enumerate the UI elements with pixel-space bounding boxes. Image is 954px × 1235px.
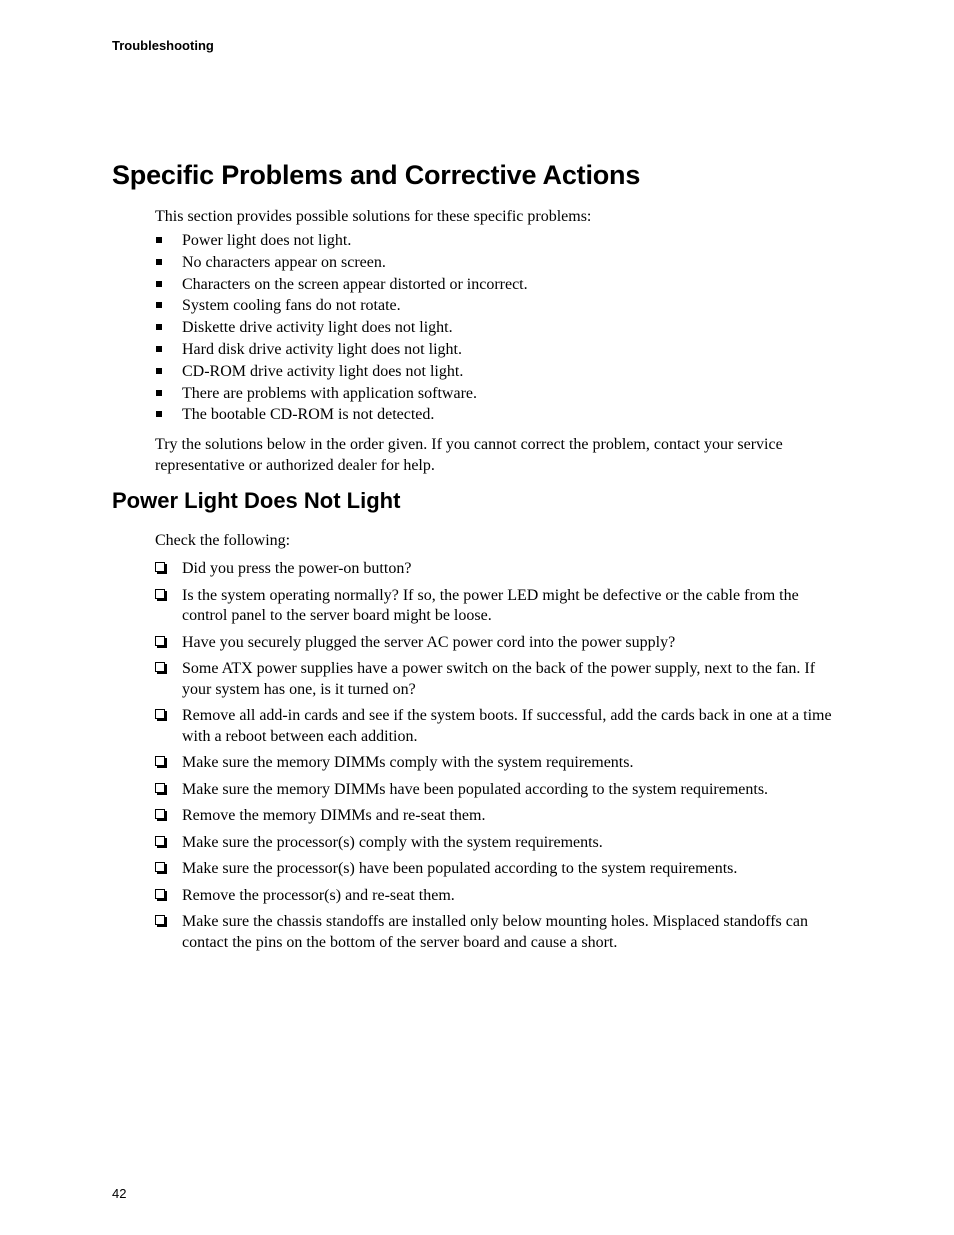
checkbox-bullet-icon — [155, 756, 165, 766]
checklist-item — [155, 859, 845, 880]
checkbox-bullet-icon — [155, 709, 165, 719]
checkbox-bullet-icon — [155, 915, 165, 925]
list-item — [155, 231, 528, 253]
list-item-text: Hard disk drive activity light does not light. — [182, 340, 462, 358]
checklist-item — [155, 706, 845, 747]
checklist-item-text: Make sure the processor(s) comply with the system requirements. — [182, 833, 603, 851]
list-item-text: Diskette drive activity light does not light. — [182, 319, 453, 337]
square-bullet-icon — [156, 346, 162, 352]
checkbox-bullet-icon — [155, 889, 165, 899]
square-bullet-icon — [156, 237, 162, 243]
list-item-text: No characters appear on screen. — [182, 253, 386, 271]
checkbox-bullet-icon — [155, 836, 165, 846]
checklist-item-text: Have you securely plugged the server AC power cord into the power supply? — [182, 633, 676, 651]
checklist-item — [155, 633, 845, 654]
list-item-text: System cooling fans do not rotate. — [182, 297, 401, 315]
checklist-item-text: Make sure the chassis standoffs are installed only below mounting holes. Misplaced standoffs can contact the pins on the bottom of the server board and cause a short. — [182, 913, 808, 951]
square-bullet-icon — [156, 281, 162, 287]
checklist-item — [155, 806, 845, 827]
list-item — [155, 384, 528, 406]
checkbox-bullet-icon — [155, 562, 165, 572]
checkbox-bullet-icon — [155, 862, 165, 872]
checklist-item — [155, 833, 845, 854]
subsection-intro: Check the following: — [155, 532, 291, 549]
list-item — [155, 296, 528, 318]
list-item-text: CD-ROM drive activity light does not light. — [182, 362, 464, 380]
list-item — [155, 405, 528, 427]
list-item — [155, 275, 528, 297]
checkbox-bullet-icon — [155, 809, 165, 819]
square-bullet-icon — [156, 368, 162, 374]
checkbox-bullet-icon — [155, 662, 165, 672]
square-bullet-icon — [156, 302, 162, 308]
checklist-item — [155, 912, 845, 953]
subsection-title: Power Light Does Not Light — [112, 488, 401, 513]
checklist-item — [155, 886, 845, 907]
checklist-item — [155, 753, 845, 774]
list-item-text: There are problems with application software. — [182, 384, 477, 402]
list-item-text: Power light does not light. — [182, 232, 352, 249]
list-item-text: The bootable CD-ROM is not detected. — [182, 406, 435, 424]
checklist-item — [155, 659, 845, 700]
running-header: Troubleshooting — [112, 38, 214, 53]
square-bullet-icon — [156, 259, 162, 265]
checklist-item-text: Make sure the memory DIMMs have been populated according to the system requirements. — [182, 780, 769, 798]
section-intro: This section provides possible solutions for these specific problems: — [155, 208, 592, 225]
page-number: 42 — [112, 1186, 127, 1201]
checkbox-bullet-icon — [155, 589, 165, 599]
checklist-item-text: Is the system operating normally? If so, the power LED might be defective or the cable from the control panel to the server board might be loose. — [182, 586, 799, 624]
checklist-item — [155, 586, 845, 627]
checkbox-bullet-icon — [155, 636, 165, 646]
square-bullet-icon — [156, 324, 162, 330]
section-followup: Try the solutions below in the order given. If you cannot correct the problem, contact your service representative or authorized dealer for help. — [155, 436, 783, 474]
checklist-item-text: Make sure the processor(s) have been populated according to the system requirements. — [182, 860, 738, 877]
checkbox-bullet-icon — [155, 783, 165, 793]
checklist-item-text: Some ATX power supplies have a power switch on the back of the power supply, next to the fan. If your system has one, is it turned on? — [182, 660, 816, 698]
list-item — [155, 253, 528, 275]
checklist — [155, 559, 845, 959]
checklist-item — [155, 559, 845, 580]
checklist-item-text: Did you press the power-on button? — [182, 560, 412, 577]
checklist-item-text: Remove the processor(s) and re-seat them. — [182, 886, 455, 904]
square-bullet-icon — [156, 390, 162, 396]
checklist-item — [155, 780, 845, 801]
checklist-item-text: Remove all add-in cards and see if the system boots. If successful, add the cards back in one at a time with a reboot between each addition. — [182, 707, 832, 745]
list-item-text: Characters on the screen appear distorted or incorrect. — [182, 275, 528, 293]
list-item — [155, 318, 528, 340]
checklist-item-text: Remove the memory DIMMs and re-seat them. — [182, 807, 486, 824]
list-item — [155, 362, 528, 384]
square-bullet-icon — [156, 411, 162, 417]
section-title: Specific Problems and Corrective Actions — [112, 160, 641, 190]
problem-list — [155, 231, 528, 427]
list-item — [155, 340, 528, 362]
checklist-item-text: Make sure the memory DIMMs comply with the system requirements. — [182, 754, 634, 771]
